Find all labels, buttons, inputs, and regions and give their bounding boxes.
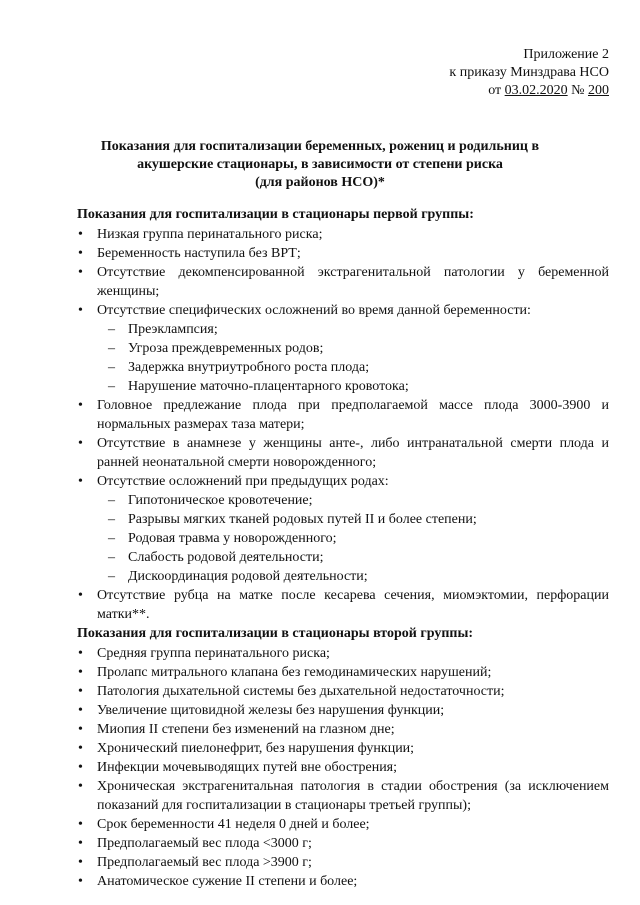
list-item: • Предполагаемый вес плода >3900 г; bbox=[77, 853, 609, 872]
list-item bbox=[77, 301, 609, 396]
sub-list-item: – Родовая травма у новорожденного; bbox=[108, 529, 609, 548]
list-item: • Отсутствие в анамнезе у женщины анте-, либо интранатальной смерти плода и ранней неонатальной смерти новорожденного; bbox=[77, 434, 609, 472]
annex-line: Приложение 2 bbox=[523, 47, 609, 62]
list-item: • Пролапс митрального клапана без гемодинамических нарушений; bbox=[77, 663, 609, 682]
sub-list-item: – Разрывы мягких тканей родовых путей II и более степени; bbox=[108, 510, 609, 529]
title-line: (для районов НСО)* bbox=[255, 175, 385, 190]
list-item: • Инфекции мочевыводящих путей вне обострения; bbox=[77, 758, 609, 777]
group2-section bbox=[77, 624, 609, 891]
list-item-text: Отсутствие осложнений при предыдущих родах: bbox=[97, 474, 389, 489]
previous-births-complications-list bbox=[97, 491, 609, 586]
list-item: • Отсутствие рубца на матке после кесарева сечения, миомэктомии, перфорации матки**. bbox=[77, 586, 609, 624]
group2-list bbox=[77, 644, 609, 891]
list-item: • Отсутствие декомпенсированной экстрагенитальной патологии у беременной женщины; bbox=[77, 263, 609, 301]
list-item bbox=[77, 472, 609, 586]
list-item: • Средняя группа перинатального риска; bbox=[77, 644, 609, 663]
annex-header bbox=[449, 46, 609, 100]
list-item: • Головное предлежание плода при предполагаемой массе плода 3000-3900 и нормальных размерах таза матери; bbox=[77, 396, 609, 434]
order-date-line bbox=[449, 82, 609, 100]
list-item: • Хронический пиелонефрит, без нарушения функции; bbox=[77, 739, 609, 758]
sub-list-item: – Дискоординация родовой деятельности; bbox=[108, 567, 609, 586]
group1-section bbox=[77, 205, 609, 624]
order-number: 200 bbox=[588, 83, 609, 98]
sub-list-item: – Слабость родовой деятельности; bbox=[108, 548, 609, 567]
group1-list bbox=[77, 225, 609, 624]
list-item: • Анатомическое сужение II степени и более; bbox=[77, 872, 609, 891]
number-sign: № bbox=[567, 83, 588, 98]
list-item: • Хроническая экстрагенитальная патология в стадии обострения (за исключением показаний для госпитализации в стационары третьей группы); bbox=[77, 777, 609, 815]
title-line: акушерские стационары, в зависимости от степени риска bbox=[137, 157, 503, 172]
order-date: 03.02.2020 bbox=[504, 83, 568, 98]
date-prefix: от bbox=[488, 83, 505, 98]
list-item: • Миопия II степени без изменений на глазном дне; bbox=[77, 720, 609, 739]
list-item: • Предполагаемый вес плода <3000 г; bbox=[77, 834, 609, 853]
group1-heading: Показания для госпитализации в стационары первой группы: bbox=[77, 207, 474, 222]
sub-list-item: – Нарушение маточно-плацентарного кровотока; bbox=[108, 377, 609, 396]
sub-list-item: – Преэклампсия; bbox=[108, 320, 609, 339]
document-title bbox=[60, 138, 580, 192]
sub-list-item: – Задержка внутриутробного роста плода; bbox=[108, 358, 609, 377]
list-item: • Беременность наступила без ВРТ; bbox=[77, 244, 609, 263]
sub-list-item: – Гипотоническое кровотечение; bbox=[108, 491, 609, 510]
group2-heading: Показания для госпитализации в стационары второй группы: bbox=[77, 626, 474, 641]
list-item: • Патология дыхательной системы без дыхательной недостаточности; bbox=[77, 682, 609, 701]
order-line: к приказу Минздрава НСО bbox=[449, 65, 609, 80]
list-item-text: Отсутствие специфических осложнений во время данной беременности: bbox=[97, 303, 531, 318]
sub-list-item: – Угроза преждевременных родов; bbox=[108, 339, 609, 358]
list-item: • Увеличение щитовидной железы без нарушения функции; bbox=[77, 701, 609, 720]
list-item: • Низкая группа перинатального риска; bbox=[77, 225, 609, 244]
list-item: • Срок беременности 41 неделя 0 дней и более; bbox=[77, 815, 609, 834]
title-line: Показания для госпитализации беременных, рожениц и родильниц в bbox=[100, 139, 540, 154]
pregnancy-complications-list bbox=[97, 320, 609, 396]
